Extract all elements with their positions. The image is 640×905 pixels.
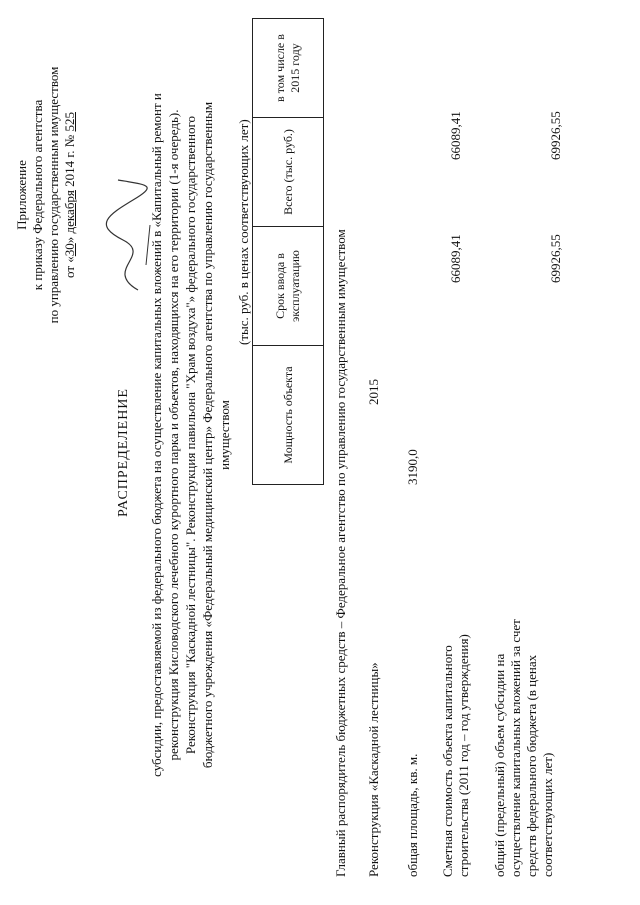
order-date-line [62,45,78,345]
order-year: 2014 г. № [62,134,77,187]
order-prefix: от « [62,256,77,278]
order-mid: » [62,236,77,244]
appendix-block [14,45,78,345]
reconstruction-label: Реконструкция «Каскадной лестницы» [366,662,381,877]
area-value: 3190,0 [405,449,420,485]
header-commissioning: Срок ввода в эксплуатацию [253,227,324,346]
document-title: РАСПРЕДЕЛЕНИЕ [116,388,131,517]
header-row [253,19,324,485]
subsidy-volume-total: 69926,55 [548,234,563,283]
area-label: общая площадь, кв. м. [405,753,420,877]
order-number: 525 [62,112,77,132]
document-subtitle: субсидии, предоставляемой из федерального бюджета на осуществление капитальных вложений в «Капитальный ремонт и реконструкция Кисловодского лечебного курортного парка и объектов, находящихся на его территории (1-я очередь). Реконструкция "Каскадной лестницы". Реконструкция павильона "Храм воздуха"» федерального государственного бюджетного учреждения «Федеральный медицинский центр» Федерального агентства по управлению государственным имуществом [149,93,232,777]
header-in-2015: в том числе в 2015 году [253,19,324,118]
units-note: (тыс. руб. в ценах соответствующих лет) [236,119,251,345]
subsidy-volume-label: общий (предельный) объем субсидии на осуществление капитальных вложений за счет средств федерального бюджета (в ценах соответствующих лет) [492,619,555,877]
subsidy-volume-2015: 69926,55 [548,111,563,160]
estimate-total-value: 66089,41 [448,234,463,283]
order-month: декабря [62,190,77,234]
appendix-title: Приложение [14,160,29,230]
header-table [252,18,324,485]
main-distributor-line: Главный распорядитель бюджетных средств – Федеральное агентство по управлению государственным имуществом [333,229,348,877]
estimate-2015-value: 66089,41 [448,111,463,160]
estimate-label: Сметная стоимость объекта капитального строительства (2011 год – год утверждения) [440,634,471,877]
appendix-agency: по управлению государственным имуществом [46,66,61,324]
header-total: Всего (тыс. руб.) [253,118,324,227]
appendix-order-ref: к приказу Федерального агентства [30,99,45,291]
commissioning-year: 2015 [366,379,381,405]
order-day: 30 [62,243,77,257]
header-capacity: Мощность объекта [253,346,324,485]
